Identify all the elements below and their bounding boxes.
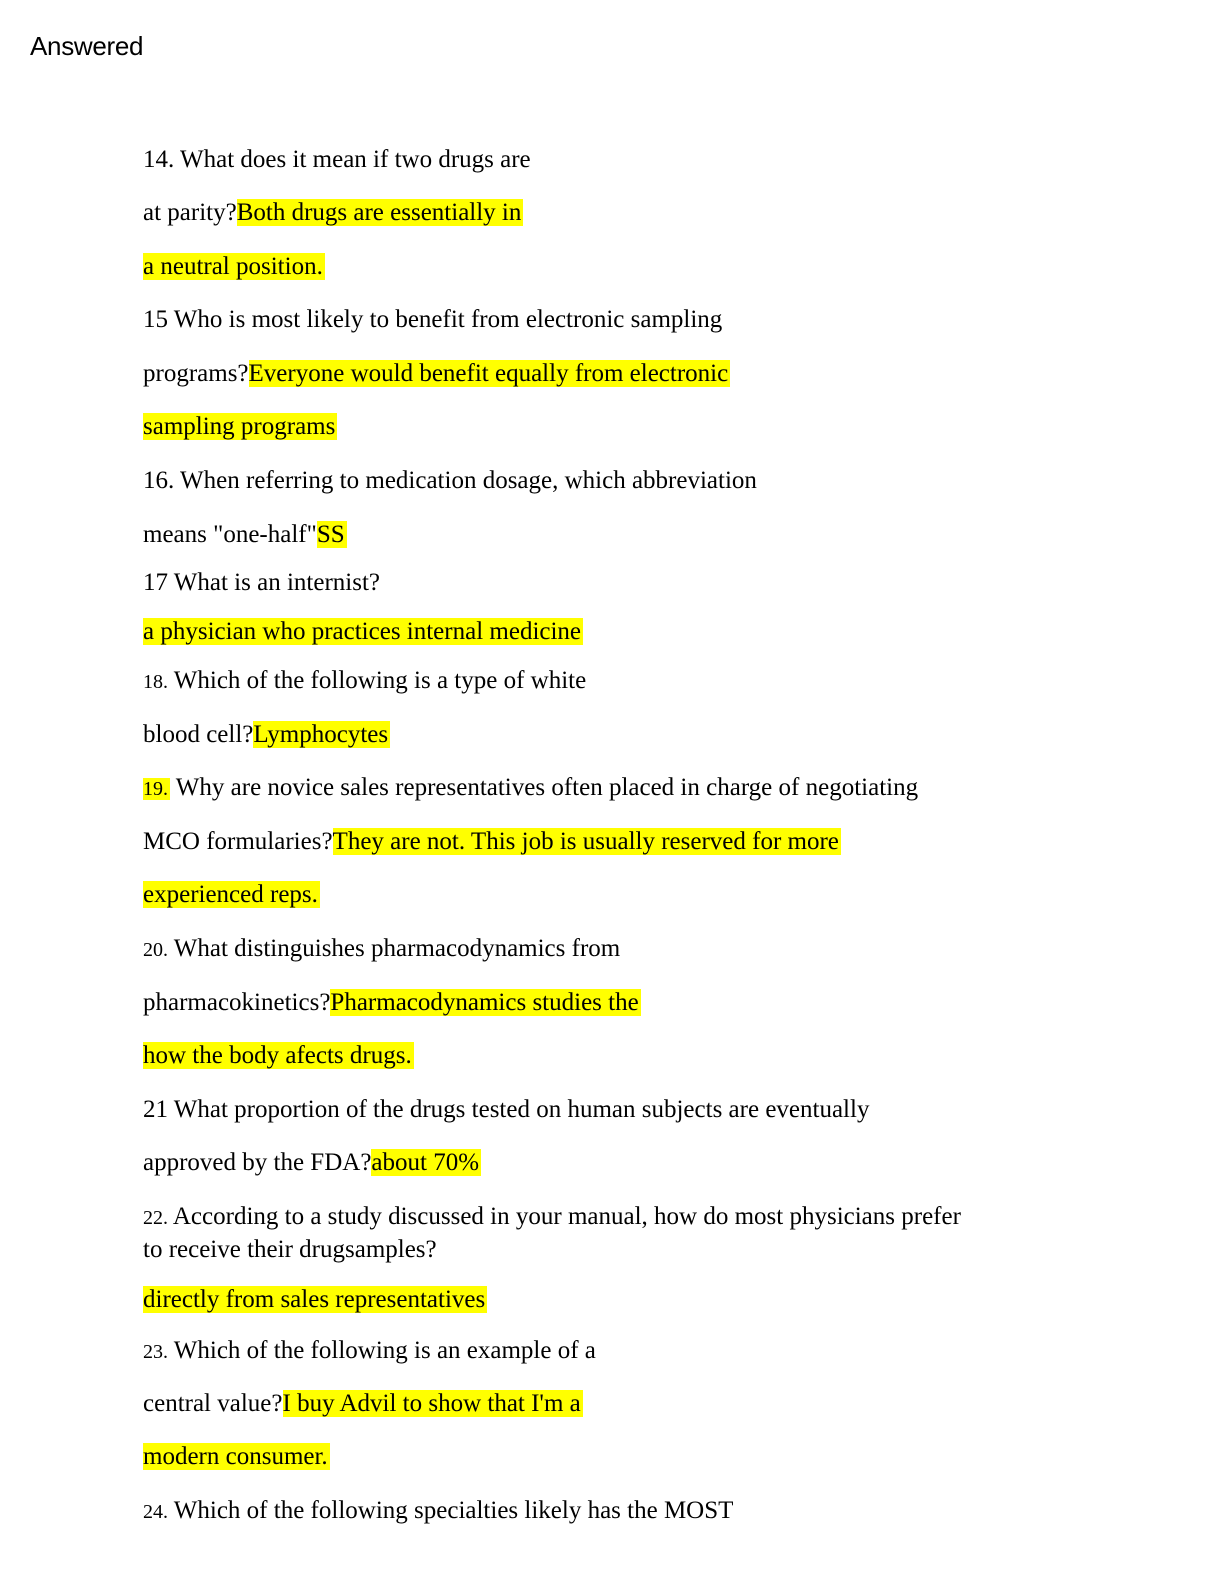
answer-highlight: I buy Advil to show that I'm a: [282, 1390, 581, 1417]
question-text: central value?: [143, 1390, 283, 1417]
answer-highlight: about 70%: [371, 1149, 480, 1176]
question-text: 21 What proportion of the drugs tested on human subjects are eventually: [143, 1096, 870, 1123]
question-text: What distinguishes pharmacodynamics from: [168, 935, 621, 962]
question-line: [143, 933, 620, 966]
question-line: [143, 519, 347, 551]
question-line: [143, 358, 730, 390]
question-text: Why are novice sales representatives often placed in charge of negotiating: [170, 774, 919, 801]
question-line: [143, 465, 757, 497]
question-text: 16. When referring to medication dosage, which abbreviation: [143, 467, 757, 494]
question-line: [143, 1234, 437, 1266]
question-line: [143, 1201, 961, 1234]
question-line: [143, 772, 918, 805]
question-line: [143, 144, 531, 176]
answer-highlight: a neutral position.: [143, 253, 323, 280]
question-text: 15 Who is most likely to benefit from electronic sampling: [143, 306, 723, 333]
question-text: MCO formularies?: [143, 828, 333, 855]
question-text: 14. What does it mean if two drugs are: [143, 146, 531, 173]
question-number: 23.: [143, 1341, 168, 1363]
answer-highlight: how the body afects drugs.: [143, 1042, 412, 1069]
answer-line: [143, 879, 320, 911]
answer-highlight: directly from sales representatives: [143, 1286, 486, 1313]
answer-line: [143, 1284, 487, 1316]
answer-highlight: Pharmacodynamics studies the: [330, 989, 639, 1016]
question-text: According to a study discussed in your manual, how do most physicians prefer: [168, 1203, 961, 1230]
answer-highlight: experienced reps.: [143, 881, 318, 908]
question-line: [143, 1335, 596, 1368]
question-text: pharmacokinetics?: [143, 989, 331, 1016]
answer-highlight: Lymphocytes: [253, 721, 389, 748]
answer-highlight: They are not. This job is usually reserved for more: [332, 828, 839, 855]
answer-highlight: a physician who practices internal medicine: [143, 618, 582, 645]
answer-highlight: SS: [316, 521, 345, 548]
question-line: [143, 197, 523, 229]
question-number: 19.: [143, 778, 168, 800]
question-line: [143, 304, 722, 336]
answer-highlight: sampling programs: [143, 413, 336, 440]
answer-line: [143, 1040, 414, 1072]
question-line: [143, 567, 380, 599]
question-text: means "one-half": [143, 521, 317, 548]
question-line: [143, 826, 841, 858]
question-line: [143, 1094, 869, 1126]
page-header: Answered: [30, 31, 144, 61]
question-line: [143, 719, 390, 751]
question-line: [143, 1495, 733, 1528]
question-number: 20.: [143, 939, 168, 961]
question-text: Which of the following is an example of a: [168, 1337, 596, 1364]
answer-highlight: Both drugs are essentially in: [236, 199, 522, 226]
question-number: 22.: [143, 1207, 168, 1229]
question-text: 17 What is an internist?: [143, 569, 380, 596]
question-text: approved by the FDA?: [143, 1149, 372, 1176]
question-line: [143, 665, 586, 698]
question-number: 18.: [143, 671, 168, 693]
question-number: 24.: [143, 1501, 168, 1523]
question-line: [143, 987, 641, 1019]
question-line: [143, 1388, 583, 1420]
answer-highlight: Everyone would benefit equally from electronic: [248, 360, 729, 387]
question-text: at parity?: [143, 199, 237, 226]
question-line: [143, 1147, 481, 1179]
answer-line: [143, 251, 325, 283]
answer-line: [143, 616, 583, 648]
question-text: programs?: [143, 360, 249, 387]
question-text: blood cell?: [143, 721, 254, 748]
answer-highlight: modern consumer.: [143, 1443, 328, 1470]
answer-line: [143, 1441, 330, 1473]
question-text: Which of the following is a type of white: [168, 667, 587, 694]
question-text: Which of the following specialties likely has the MOST: [168, 1497, 734, 1524]
question-text: to receive their drugsamples?: [143, 1236, 437, 1263]
answer-line: [143, 411, 337, 443]
